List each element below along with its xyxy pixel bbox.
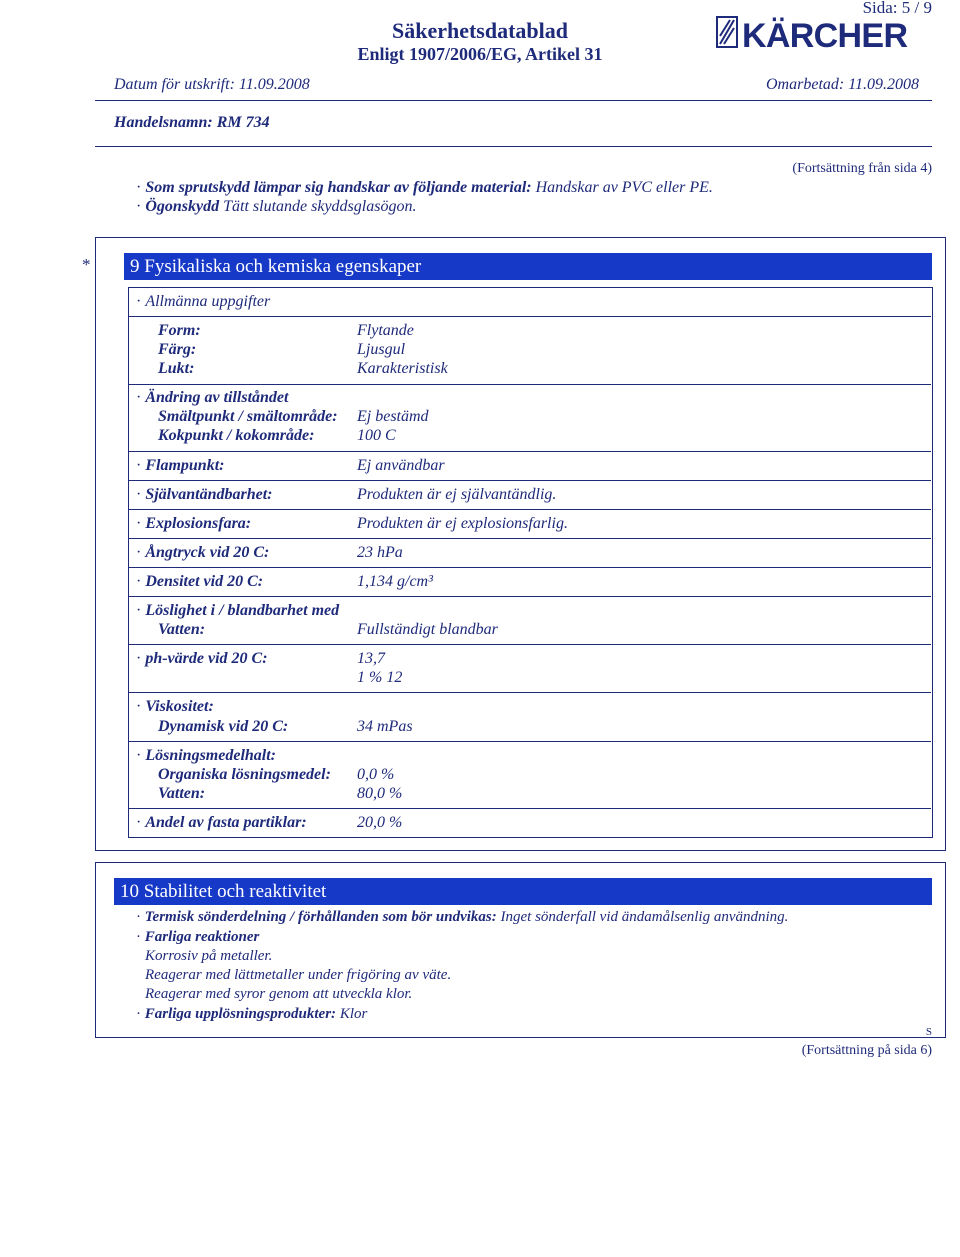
document-title: Säkerhetsdatablad — [391, 18, 569, 43]
divider — [128, 509, 931, 510]
vapor-label: · Ångtryck vid 20 C: — [136, 544, 270, 561]
water2-value: 80,0 % — [357, 785, 403, 802]
boil-label: Kokpunkt / kokområde: — [158, 427, 315, 444]
continuation-to: (Fortsättning på sida 6) — [801, 1043, 932, 1058]
explosion-value: Produkten är ej explosionsfarlig. — [357, 515, 568, 532]
reactions-label: · Farliga reaktioner — [136, 929, 260, 945]
organic-value: 0,0 % — [357, 766, 395, 783]
flash-value: Ej användbar — [357, 457, 445, 474]
odor-value: Karakteristisk — [357, 360, 448, 377]
divider — [128, 644, 931, 645]
divider — [128, 451, 931, 452]
density-value: 1,134 g/cm³ — [357, 573, 433, 590]
divider — [128, 808, 931, 809]
melt-label: Smältpunkt / smältområde: — [158, 408, 338, 425]
divider — [128, 596, 931, 597]
boil-value: 100 C — [357, 427, 396, 444]
self-ignition-label: · Självantändbarhet: — [136, 486, 273, 503]
divider — [128, 316, 931, 317]
divider — [128, 480, 931, 481]
color-value: Ljusgul — [357, 341, 406, 358]
color-label: Färg: — [158, 341, 197, 358]
solubility-label: · Löslighet i / blandbarhet med — [136, 602, 340, 619]
self-ignition-value: Produkten är ej självantändlig. — [357, 486, 557, 503]
karcher-logo — [716, 14, 914, 52]
section10-title: 10 Stabilitet och reaktivitet — [114, 878, 932, 905]
header-rule — [95, 100, 932, 101]
trade-name: Handelsnamn: RM 734 — [114, 114, 270, 131]
water-label: Vatten: — [158, 621, 206, 638]
ph-label: · ph-värde vid 20 C: — [136, 650, 268, 667]
flash-label: · Flampunkt: — [136, 457, 225, 474]
solids-value: 20,0 % — [357, 814, 403, 831]
page-number: Sida: 5 / 9 — [862, 0, 932, 17]
viscosity-label: · Viskositet: — [136, 698, 214, 715]
dynamic-value: 34 mPas — [357, 718, 413, 735]
eye-line: · Ögonskydd Tätt slutande skyddsglasögon. — [136, 198, 417, 215]
divider — [128, 692, 931, 693]
document-subtitle: Enligt 1907/2006/EG, Artikel 31 — [357, 44, 603, 64]
solids-label: · Andel av fasta partiklar: — [136, 814, 307, 831]
divider — [128, 384, 931, 385]
thermal-line: · Termisk sönderdelning / förhållanden som bör undvikas: Inget sönderfall vid ändamålsenlig användning. — [136, 909, 789, 925]
organic-label: Organiska lösningsmedel: — [158, 766, 331, 783]
divider — [128, 741, 931, 742]
revised-date: Omarbetad: 11.09.2008 — [766, 76, 920, 93]
vapor-value: 23 hPa — [357, 544, 403, 561]
reaction-1: Korrosiv på metaller. — [145, 948, 273, 964]
water-value: Fullständigt blandbar — [357, 621, 498, 638]
print-date: Datum för utskrift: 11.09.2008 — [114, 76, 310, 93]
decomposition-line: · Farliga upplösningsprodukter: Klor — [136, 1006, 368, 1022]
density-label: · Densitet vid 20 C: — [136, 573, 264, 590]
reaction-2: Reagerar med lättmetaller under frigöring av väte. — [145, 967, 452, 983]
solvent-label: · Lösningsmedelhalt: — [136, 747, 277, 764]
ph-value: 13,7 — [357, 650, 385, 667]
explosion-label: · Explosionsfara: — [136, 515, 252, 532]
gloves-line: · Som sprutskydd lämpar sig handskar av följande material: Handskar av PVC eller PE. — [136, 179, 713, 196]
form-label: Form: — [158, 322, 201, 339]
water2-label: Vatten: — [158, 785, 206, 802]
divider — [128, 567, 931, 568]
state-change-heading: · Ändring av tillståndet — [136, 389, 289, 406]
footer-mark: S — [925, 1026, 932, 1038]
continuation-from: (Fortsättning från sida 4) — [792, 161, 932, 176]
ph-value-2: 1 % 12 — [357, 669, 403, 686]
melt-value: Ej bestämd — [357, 408, 429, 425]
dynamic-label: Dynamisk vid 20 C: — [158, 718, 289, 735]
section9-title: 9 Fysikaliska och kemiska egenskaper — [124, 253, 932, 280]
brand-wordmark: KÄRCHER — [742, 17, 908, 52]
revision-marker: * — [82, 255, 91, 274]
form-value: Flytande — [357, 322, 414, 339]
trade-name-rule — [95, 146, 932, 147]
reaction-3: Reagerar med syror genom att utveckla klor. — [145, 986, 413, 1002]
general-heading: · Allmänna uppgifter — [136, 293, 271, 310]
odor-label: Lukt: — [158, 360, 195, 377]
divider — [128, 538, 931, 539]
